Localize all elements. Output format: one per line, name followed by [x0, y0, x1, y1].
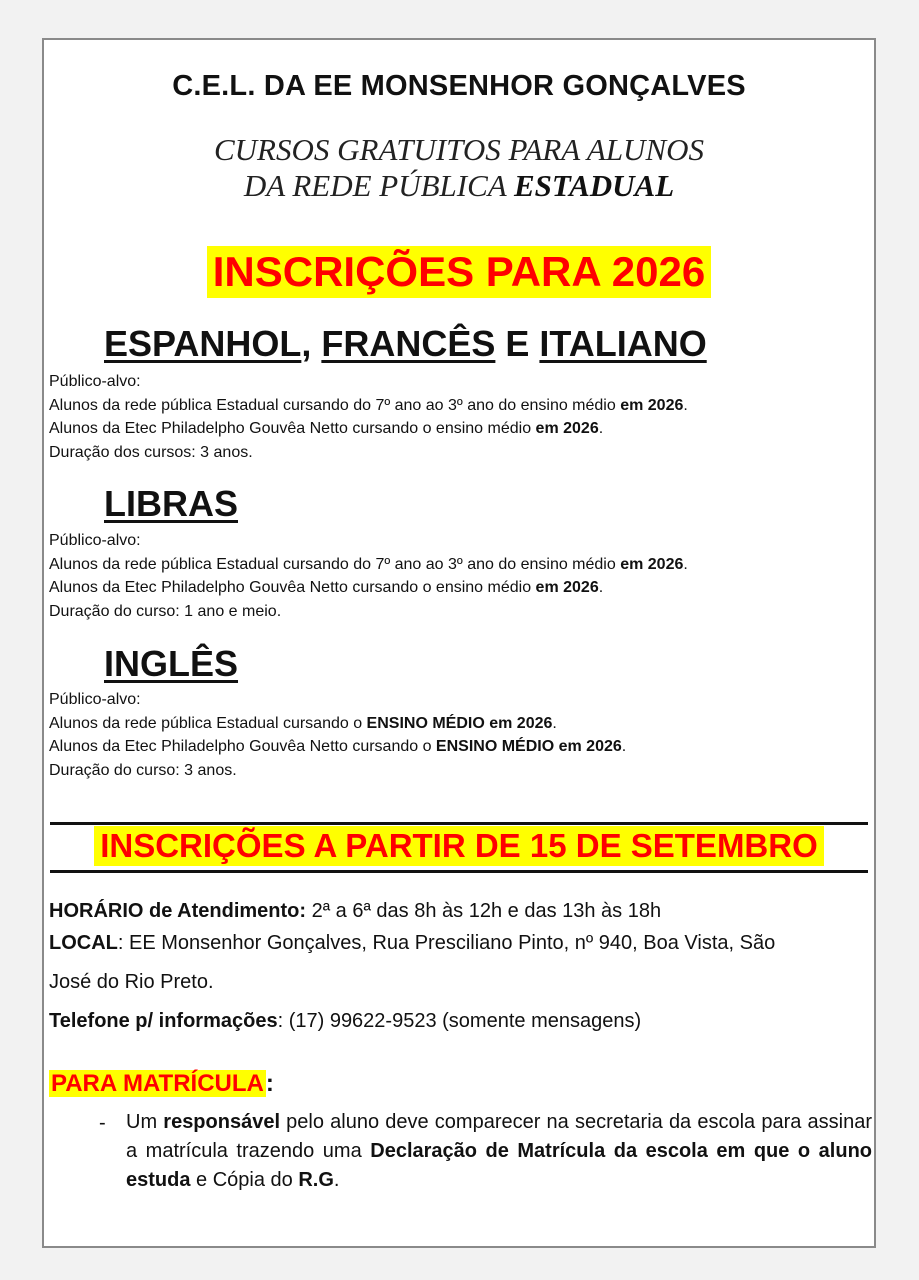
- divider-top: [50, 822, 868, 825]
- course-info-languages: [49, 370, 869, 464]
- instr-text: pelo aluno deve comparecer na secretaria da escola para assinar a matrícula trazendo uma: [126, 1111, 872, 1162]
- course-title-text: INGLÊS: [104, 643, 239, 684]
- audience-text: Alunos da rede pública Estadual cursando do 7º ano ao 3º ano do ensino médio: [49, 555, 621, 573]
- school-title: C.E.L. DA EE MONSENHOR GONÇALVES: [172, 70, 746, 102]
- bullet-dash: -: [99, 1112, 106, 1134]
- audience-text: .: [598, 420, 604, 437]
- course-duration: Duração do curso: 1 ano e meio.: [49, 602, 282, 620]
- course-title-part-espanhol: ESPANHOL: [104, 323, 302, 364]
- audience-bold: em 2026: [535, 420, 599, 437]
- course-title-text: LIBRAS: [104, 483, 238, 524]
- course-duration: Duração do curso: 3 anos.: [49, 761, 237, 779]
- subtitle-line2-text: DA REDE PÚBLICA: [243, 168, 514, 203]
- instr-bold: R.G: [298, 1169, 334, 1191]
- course-title-sep: E: [495, 323, 540, 364]
- audience-text: Alunos da Etec Philadelpho Gouvêa Netto cursando o: [49, 738, 436, 755]
- audience-text: Alunos da Etec Philadelpho Gouvêa Netto cursando o ensino médio: [49, 420, 536, 437]
- local-value: : EE Monsenhor Gonçalves, Rua Presciliano Pinto, nº 940, Boa Vista, São: [117, 932, 776, 954]
- audience-line: [49, 712, 869, 736]
- audience-label: Público-alvo:: [49, 691, 141, 708]
- instr-text: .: [333, 1169, 340, 1191]
- local-label: LOCAL: [49, 932, 118, 954]
- course-duration: Duração dos cursos: 3 anos.: [49, 443, 253, 461]
- audience-line: [49, 576, 869, 600]
- enrollment-heading: [49, 1070, 274, 1098]
- audience-text: Alunos da Etec Philadelpho Gouvêa Netto cursando o ensino médio: [49, 579, 536, 596]
- course-info-libras: [49, 529, 869, 623]
- audience-text: .: [598, 579, 604, 596]
- registration-year-banner: [44, 246, 874, 298]
- audience-label: Público-alvo:: [49, 532, 141, 549]
- course-title-part-italiano: ITALIANO: [539, 323, 707, 364]
- registration-text: INSCRIÇÕES A PARTIR DE 15 DE SETEMBRO: [94, 826, 824, 866]
- enrollment-instructions: [126, 1108, 872, 1195]
- audience-text: .: [621, 738, 627, 755]
- local-line: [49, 932, 874, 955]
- audience-bold: em 2026: [535, 579, 599, 596]
- audience-bold: ENSINO MÉDIO em 2026: [435, 738, 622, 755]
- subtitle-line2-bold: ESTADUAL: [513, 168, 675, 203]
- audience-label: Público-alvo:: [49, 373, 141, 390]
- enrollment-heading-text: PARA MATRÍCULA: [51, 1070, 264, 1097]
- subtitle-line1: CURSOS GRATUITOS PARA ALUNOS: [213, 132, 705, 167]
- instr-text: e Cópia do: [190, 1169, 299, 1191]
- hours-label: HORÁRIO de Atendimento:: [49, 900, 307, 922]
- audience-line: [49, 417, 869, 441]
- instr-bold: responsável: [163, 1111, 281, 1133]
- audience-line: [49, 394, 869, 418]
- instr-text: Um: [126, 1111, 164, 1133]
- course-title-languages: [104, 324, 707, 364]
- subtitle-line2: [44, 168, 874, 204]
- course-title-part-frances: FRANCÊS: [321, 323, 496, 364]
- audience-text: Alunos da rede pública Estadual cursando o: [49, 714, 367, 732]
- audience-line: [49, 553, 869, 577]
- course-info-ingles: [49, 688, 869, 782]
- flyer-page: [42, 38, 876, 1248]
- audience-text: .: [552, 714, 557, 732]
- audience-text: .: [683, 396, 688, 414]
- audience-bold: em 2026: [620, 555, 684, 573]
- audience-text: .: [683, 555, 688, 573]
- instr-bold: Declaração de Matrícula da escola em que o aluno estuda: [126, 1140, 873, 1191]
- course-title-sep: ,: [301, 323, 322, 364]
- course-title-ingles: [104, 644, 238, 684]
- local-line-2: José do Rio Preto.: [49, 971, 214, 993]
- course-title-libras: [104, 484, 238, 524]
- hours-value: 2ª a 6ª das 8h às 12h e das 13h às 18h: [306, 900, 662, 922]
- enrollment-colon: :: [265, 1070, 274, 1097]
- banner-text: INSCRIÇÕES PARA 2026: [207, 246, 711, 298]
- phone-value: : (17) 99622-9523 (somente mensagens): [277, 1010, 642, 1032]
- audience-line: [49, 735, 869, 759]
- divider-bottom: [50, 870, 868, 873]
- subtitle: [44, 132, 874, 204]
- audience-bold: em 2026: [620, 396, 684, 414]
- phone-label: Telefone p/ informações: [49, 1010, 278, 1032]
- audience-text: Alunos da rede pública Estadual cursando do 7º ano ao 3º ano do ensino médio: [49, 396, 621, 414]
- hours-line: [49, 900, 874, 923]
- phone-line: [49, 1010, 874, 1033]
- registration-date-banner: [44, 826, 874, 866]
- audience-bold: ENSINO MÉDIO em 2026: [366, 714, 553, 732]
